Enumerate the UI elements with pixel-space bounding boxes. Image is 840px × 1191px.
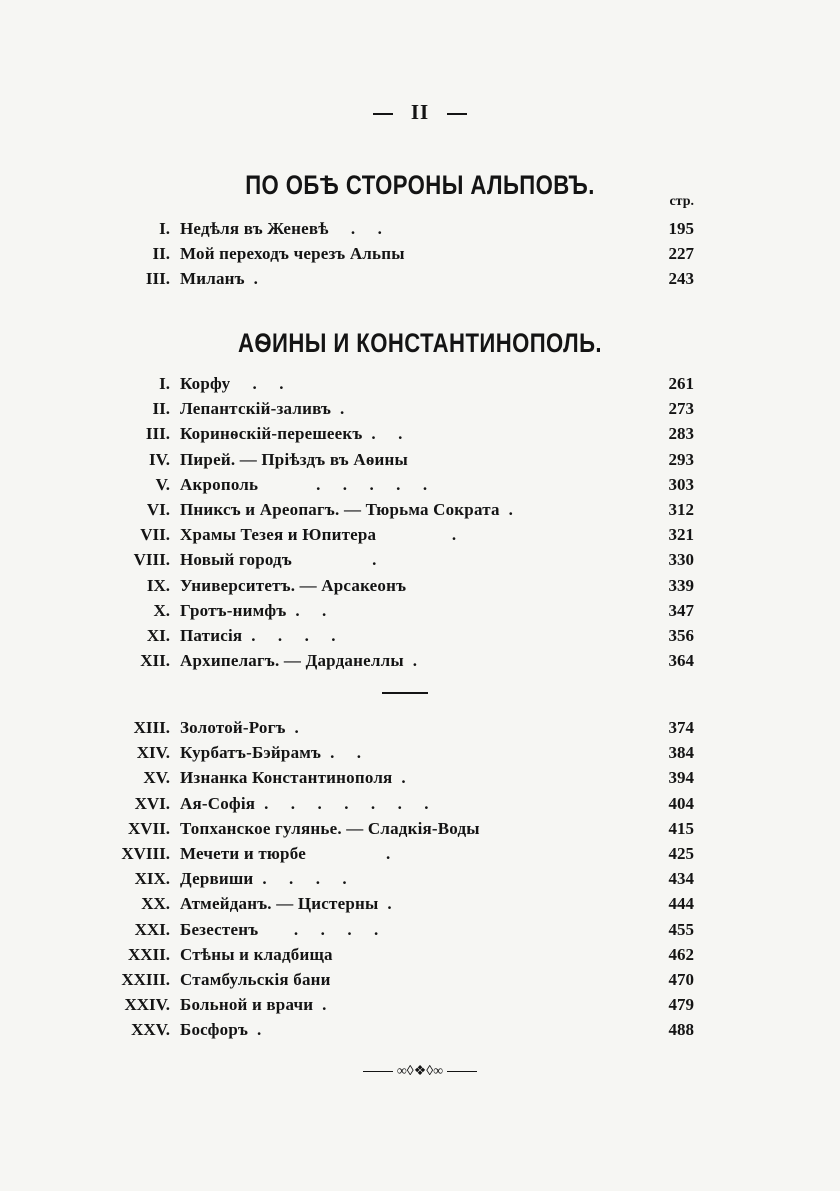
chapter-title: Лепантскій-заливъ . [180, 399, 345, 419]
chapter-title: Мечети и тюрбе . [180, 843, 391, 863]
chapter-page: 455 [668, 919, 694, 939]
chapter-title: Храмы Тезея и Юпитера . [180, 525, 457, 545]
chapter-number: VIII. [133, 550, 170, 570]
chapter-page: 479 [668, 995, 694, 1015]
toc-row [0, 816, 840, 841]
chapter-page: 227 [668, 244, 694, 264]
chapter-number: XIX. [134, 869, 170, 889]
chapter-title: Мой переходъ черезъ Альпы [180, 244, 405, 264]
toc-row [0, 917, 840, 942]
toc-row [0, 241, 840, 266]
chapter-page: 425 [668, 843, 694, 863]
chapter-title: Миланъ . [180, 269, 259, 289]
chapter-number: XX. [141, 894, 170, 914]
toc-row [0, 765, 840, 790]
chapter-page: 312 [668, 499, 694, 519]
chapter-number: I. [159, 374, 170, 393]
toc-row [0, 1017, 840, 1042]
chapter-page: 374 [668, 718, 694, 737]
toc-row [0, 942, 840, 967]
toc-row [0, 648, 840, 673]
chapter-page: 434 [668, 869, 694, 889]
chapter-title: Пирей. — Пріѣздъ въ Аѳины [180, 449, 409, 469]
toc-row [0, 266, 840, 291]
chapter-title: Стамбульскія бани [180, 969, 331, 989]
chapter-page: 243 [668, 269, 694, 289]
ornament-line-left [363, 1071, 393, 1072]
toc-row [0, 573, 840, 598]
chapter-title: Новый городъ . [180, 550, 377, 570]
chapter-number: XII. [140, 651, 170, 671]
chapter-page: 303 [668, 474, 694, 494]
chapter-number: XI. [146, 625, 170, 645]
page-header [0, 100, 840, 125]
ornament-line-right [447, 1071, 477, 1072]
toc-row [0, 891, 840, 916]
toc-row [0, 497, 840, 522]
chapter-number: XXIII. [121, 969, 170, 989]
chapter-number: I. [159, 219, 170, 238]
chapter-title: Дервиши . . . . [180, 869, 347, 889]
toc-row [0, 967, 840, 992]
chapter-number: XXI. [134, 919, 170, 939]
chapter-page: 462 [668, 944, 694, 964]
chapter-title: Атмейданъ. — Цистерны . [180, 894, 392, 914]
section-title-athens: АѲИНЫ И КОНСТАНТИНОПОЛЬ. [238, 328, 602, 358]
chapter-title: Недѣля въ Женевѣ . . [180, 219, 383, 238]
header-dash-left [373, 113, 393, 115]
chapter-page: 444 [668, 894, 694, 914]
chapter-number: X. [153, 600, 170, 620]
chapter-title: Патисія . . . . [180, 625, 336, 645]
chapter-number: VII. [140, 525, 170, 545]
page-column-label: стр. [669, 194, 694, 209]
chapter-page: 261 [668, 374, 694, 393]
toc-row [0, 623, 840, 648]
footer-ornament [0, 1063, 840, 1080]
chapter-page: 404 [668, 793, 694, 813]
chapter-number: XXV. [131, 1020, 170, 1040]
chapter-page: 347 [668, 600, 694, 620]
chapter-number: XXII. [127, 944, 170, 964]
chapter-page: 415 [668, 818, 694, 838]
toc-section-alps [0, 216, 840, 292]
chapter-title: Архипелагъ. — Дарданеллы . [180, 651, 418, 671]
chapter-page: 339 [668, 575, 694, 595]
chapter-page: 330 [668, 550, 694, 570]
chapter-number: XVIII. [121, 843, 170, 863]
chapter-title: Золотой-Рогъ . [180, 718, 299, 737]
chapter-page: 321 [668, 525, 694, 545]
chapter-number: XIV. [136, 743, 170, 763]
toc-section-athens [0, 371, 840, 673]
toc-section-constantinople [0, 715, 840, 1042]
chapter-title: Безестенъ . . . . [180, 919, 379, 939]
chapter-page: 195 [668, 219, 694, 238]
chapter-page: 394 [668, 768, 694, 788]
toc-row [0, 522, 840, 547]
chapter-title: Гротъ-нимфъ . . [180, 600, 327, 620]
section-title-alps: ПО ОБѢ СТОРОНЫ АЛЬПОВЪ. [245, 170, 595, 200]
chapter-title: Коринѳскій-перешеекъ . . [180, 424, 403, 444]
chapter-page: 273 [668, 399, 694, 419]
chapter-page: 293 [668, 449, 694, 469]
chapter-number: XVI. [134, 793, 170, 813]
header-dash-right [447, 113, 467, 115]
toc-row [0, 992, 840, 1017]
chapter-page: 283 [668, 424, 694, 444]
chapter-number: III. [145, 424, 170, 444]
page-number: II [410, 100, 430, 124]
toc-row [0, 598, 840, 623]
chapter-number: V. [155, 474, 170, 494]
chapter-page: 488 [668, 1020, 694, 1040]
toc-row [0, 472, 840, 497]
toc-row [0, 740, 840, 765]
toc-row [0, 841, 840, 866]
chapter-number: VI. [146, 499, 170, 519]
chapter-title: Топханское гулянье. — Сладкія-Воды [180, 818, 480, 838]
toc-row [0, 216, 840, 241]
toc-row [0, 371, 840, 396]
chapter-title: Акрополь . . . . . [180, 474, 428, 494]
ornament-glyph: ∞◊❖◊∞ [396, 1064, 444, 1079]
chapter-number: II. [152, 399, 170, 419]
toc-row [0, 791, 840, 816]
chapter-number: III. [145, 269, 170, 289]
chapter-title: Больной и врачи . [180, 995, 327, 1015]
chapter-number: IV. [149, 449, 170, 469]
chapter-page: 470 [668, 969, 694, 989]
chapter-number: XIII. [133, 718, 170, 737]
toc-row [0, 447, 840, 472]
chapter-page: 356 [668, 625, 694, 645]
chapter-title: Изнанка Константинополя . [180, 768, 406, 788]
toc-row [0, 396, 840, 421]
chapter-page: 364 [668, 651, 694, 671]
chapter-title: Стѣны и кладбища [180, 944, 333, 964]
chapter-title: Пниксъ и Ареопагъ. — Тюрьма Сократа . [180, 499, 514, 519]
chapter-title: Корфу . . [180, 374, 284, 393]
section-divider [382, 692, 428, 694]
chapter-title: Ая-Софія . . . . . . . [180, 793, 429, 813]
chapter-number: XXIV. [124, 995, 170, 1015]
chapter-number: XVII. [127, 818, 170, 838]
chapter-title: Босфоръ . [180, 1020, 262, 1040]
toc-row [0, 715, 840, 740]
toc-row [0, 421, 840, 446]
toc-row [0, 866, 840, 891]
chapter-number: IX. [146, 575, 170, 595]
chapter-number: II. [152, 244, 170, 264]
chapter-number: XV. [143, 768, 170, 788]
chapter-title: Курбатъ-Бэйрамъ . . [180, 743, 362, 763]
chapter-title: Университетъ. — Арсакеонъ [180, 575, 407, 595]
toc-row [0, 547, 840, 572]
chapter-page: 384 [668, 743, 694, 763]
